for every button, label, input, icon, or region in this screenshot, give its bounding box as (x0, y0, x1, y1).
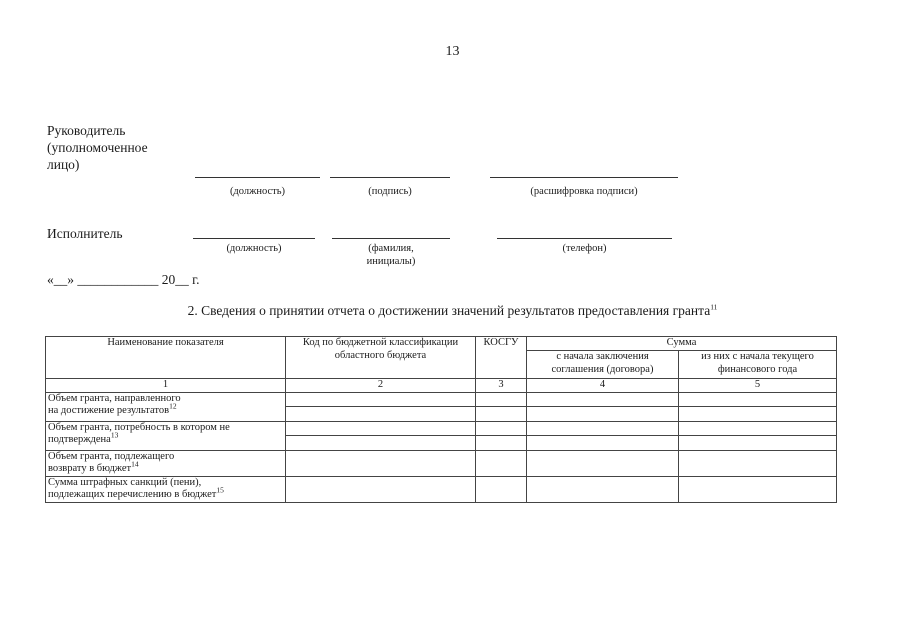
indicator-cell (46, 450, 286, 476)
indicator-line: на достижение результатов$^{12}$ (48, 401, 177, 416)
header-sum-this-year: из них с начала текущего финансового года (679, 351, 837, 379)
column-number: 1 (46, 379, 286, 393)
header-sum: Сумма (527, 337, 837, 351)
head-label-line: (уполномоченное (47, 140, 148, 155)
executor-position-line (193, 238, 315, 239)
report-table (45, 336, 837, 503)
table-row (46, 392, 837, 421)
table-row (46, 450, 837, 476)
value-cell[interactable] (286, 421, 476, 450)
head-label (47, 122, 148, 173)
section-title (0, 303, 905, 319)
indicator-line: Объем гранта, подлежащего (48, 450, 175, 462)
column-number: 4 (527, 379, 679, 393)
header-sum-from-start: с начала заключения соглашения (договора) (527, 351, 679, 379)
head-signature-caption: (подпись) (368, 186, 412, 197)
executor-phone-caption: (телефон) (562, 243, 607, 254)
value-cell[interactable] (679, 392, 837, 421)
executor-name-caption-line: (фамилия, (368, 243, 414, 254)
value-cell[interactable] (527, 450, 679, 476)
column-number-row (46, 379, 837, 393)
value-cell[interactable] (679, 476, 837, 502)
table-row (46, 476, 837, 502)
indicator-cell (46, 476, 286, 502)
executor-name-line (332, 238, 450, 239)
header-indicator: Наименование показателя (46, 337, 286, 379)
table-row (46, 421, 837, 450)
page-number: 13 (445, 44, 460, 59)
head-position-caption: (должность) (229, 186, 286, 197)
executor-name-caption (332, 242, 450, 268)
head-decryption-line (490, 177, 678, 178)
column-number: 2 (286, 379, 476, 393)
footnote-ref: 14 (131, 459, 139, 469)
indicator-line: подлежащих перечислению в бюджет$^{15}$ (48, 485, 224, 500)
section-title-text: 2. Сведения о принятии отчета о достижении значений результатов предоставления гранта (187, 303, 711, 318)
value-cell[interactable] (527, 421, 679, 450)
header-budget-code: Код по бюджетной классификации областного бюджета (286, 337, 476, 379)
head-label-line: лицо) (47, 157, 80, 172)
value-cell[interactable] (476, 476, 527, 502)
column-number: 3 (476, 379, 527, 393)
date-line: «__» ____________ 20__ г. (47, 272, 200, 287)
indicator-line: возврату в бюджет$^{14}$ (48, 459, 139, 474)
value-cell[interactable] (286, 392, 476, 421)
executor-phone-line (497, 238, 672, 239)
footnote-ref: 15 (216, 485, 224, 495)
indicator-line: Объем гранта, направленного (48, 392, 181, 404)
executor-position-caption: (должность) (226, 243, 282, 254)
header-kosgu: КОСГУ (476, 337, 527, 379)
head-decryption-caption: (расшифровка подписи) (530, 186, 638, 197)
value-cell[interactable] (476, 450, 527, 476)
executor-name-caption-line: инициалы) (366, 256, 416, 267)
footnote-ref: 12 (169, 401, 177, 411)
value-cell[interactable] (527, 392, 679, 421)
indicator-line: подтверждена$^{13}$ (48, 430, 119, 445)
value-cell[interactable] (476, 421, 527, 450)
footnote-ref: 13 (110, 430, 119, 440)
value-cell[interactable] (286, 476, 476, 502)
column-number: 5 (679, 379, 837, 393)
indicator-cell (46, 392, 286, 421)
value-cell[interactable] (679, 450, 837, 476)
head-label-line: Руководитель (47, 123, 126, 138)
executor-label: Исполнитель (47, 226, 123, 241)
head-position-line (195, 177, 320, 178)
indicator-cell (46, 421, 286, 450)
value-cell[interactable] (286, 450, 476, 476)
value-cell[interactable] (527, 476, 679, 502)
indicator-line: Объем гранта, потребность в котором не (48, 421, 230, 433)
indicator-line: Сумма штрафных санкций (пени), (48, 476, 202, 488)
section-title-footnote: 11 (710, 302, 718, 312)
head-signature-line (330, 177, 450, 178)
value-cell[interactable] (476, 392, 527, 421)
value-cell[interactable] (679, 421, 837, 450)
